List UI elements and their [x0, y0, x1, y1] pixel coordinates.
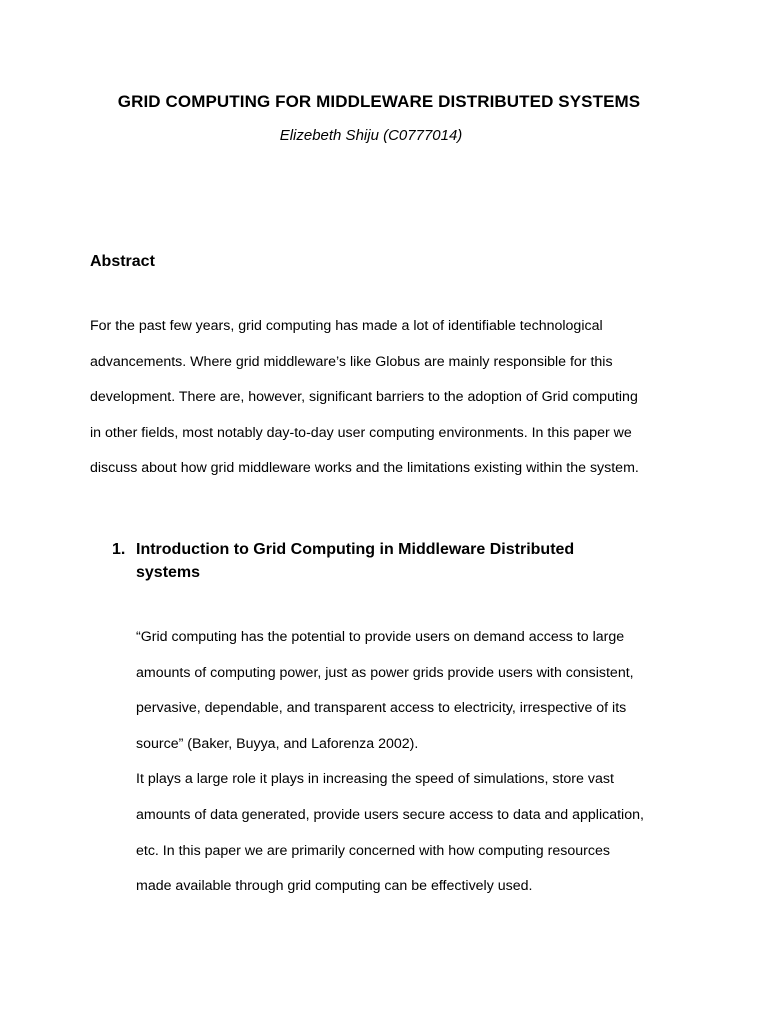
body-line: amounts of data generated, provide users secure access to data and application,: [136, 807, 644, 823]
abstract-heading: Abstract: [90, 253, 155, 270]
section-number: 1.: [112, 541, 126, 558]
section-heading: Introduction to Grid Computing in Middleware Distributed: [136, 541, 575, 558]
abstract-line: discuss about how grid middleware works and the limitations existing within the system.: [90, 460, 639, 476]
body-line: pervasive, dependable, and transparent access to electricity, irrespective of its: [136, 700, 627, 716]
abstract-line: For the past few years, grid computing has made a lot of identifiable technological: [90, 318, 603, 334]
abstract-line: in other fields, most notably day-to-day user computing environments. In this paper we: [90, 425, 632, 441]
body-line: amounts of computing power, just as power grids provide users with consistent,: [136, 665, 634, 681]
abstract-line: advancements. Where grid middleware’s like Globus are mainly responsible for this: [90, 354, 613, 370]
body-line: etc. In this paper we are primarily concerned with how computing resources: [136, 843, 610, 859]
abstract-line: development. There are, however, significant barriers to the adoption of Grid computing: [90, 389, 638, 405]
document-title: GRID COMPUTING FOR MIDDLEWARE DISTRIBUTED SYSTEMS: [117, 92, 641, 111]
body-line: “Grid computing has the potential to provide users on demand access to large: [136, 629, 625, 645]
body-line: made available through grid computing can be effectively used.: [136, 878, 533, 894]
body-line: source” (Baker, Buyya, and Laforenza 2002).: [136, 736, 419, 752]
body-line: It plays a large role it plays in increasing the speed of simulations, store vast: [136, 771, 614, 787]
section-heading: systems: [136, 564, 201, 581]
document-author: Elizebeth Shiju (C0777014): [279, 127, 463, 144]
